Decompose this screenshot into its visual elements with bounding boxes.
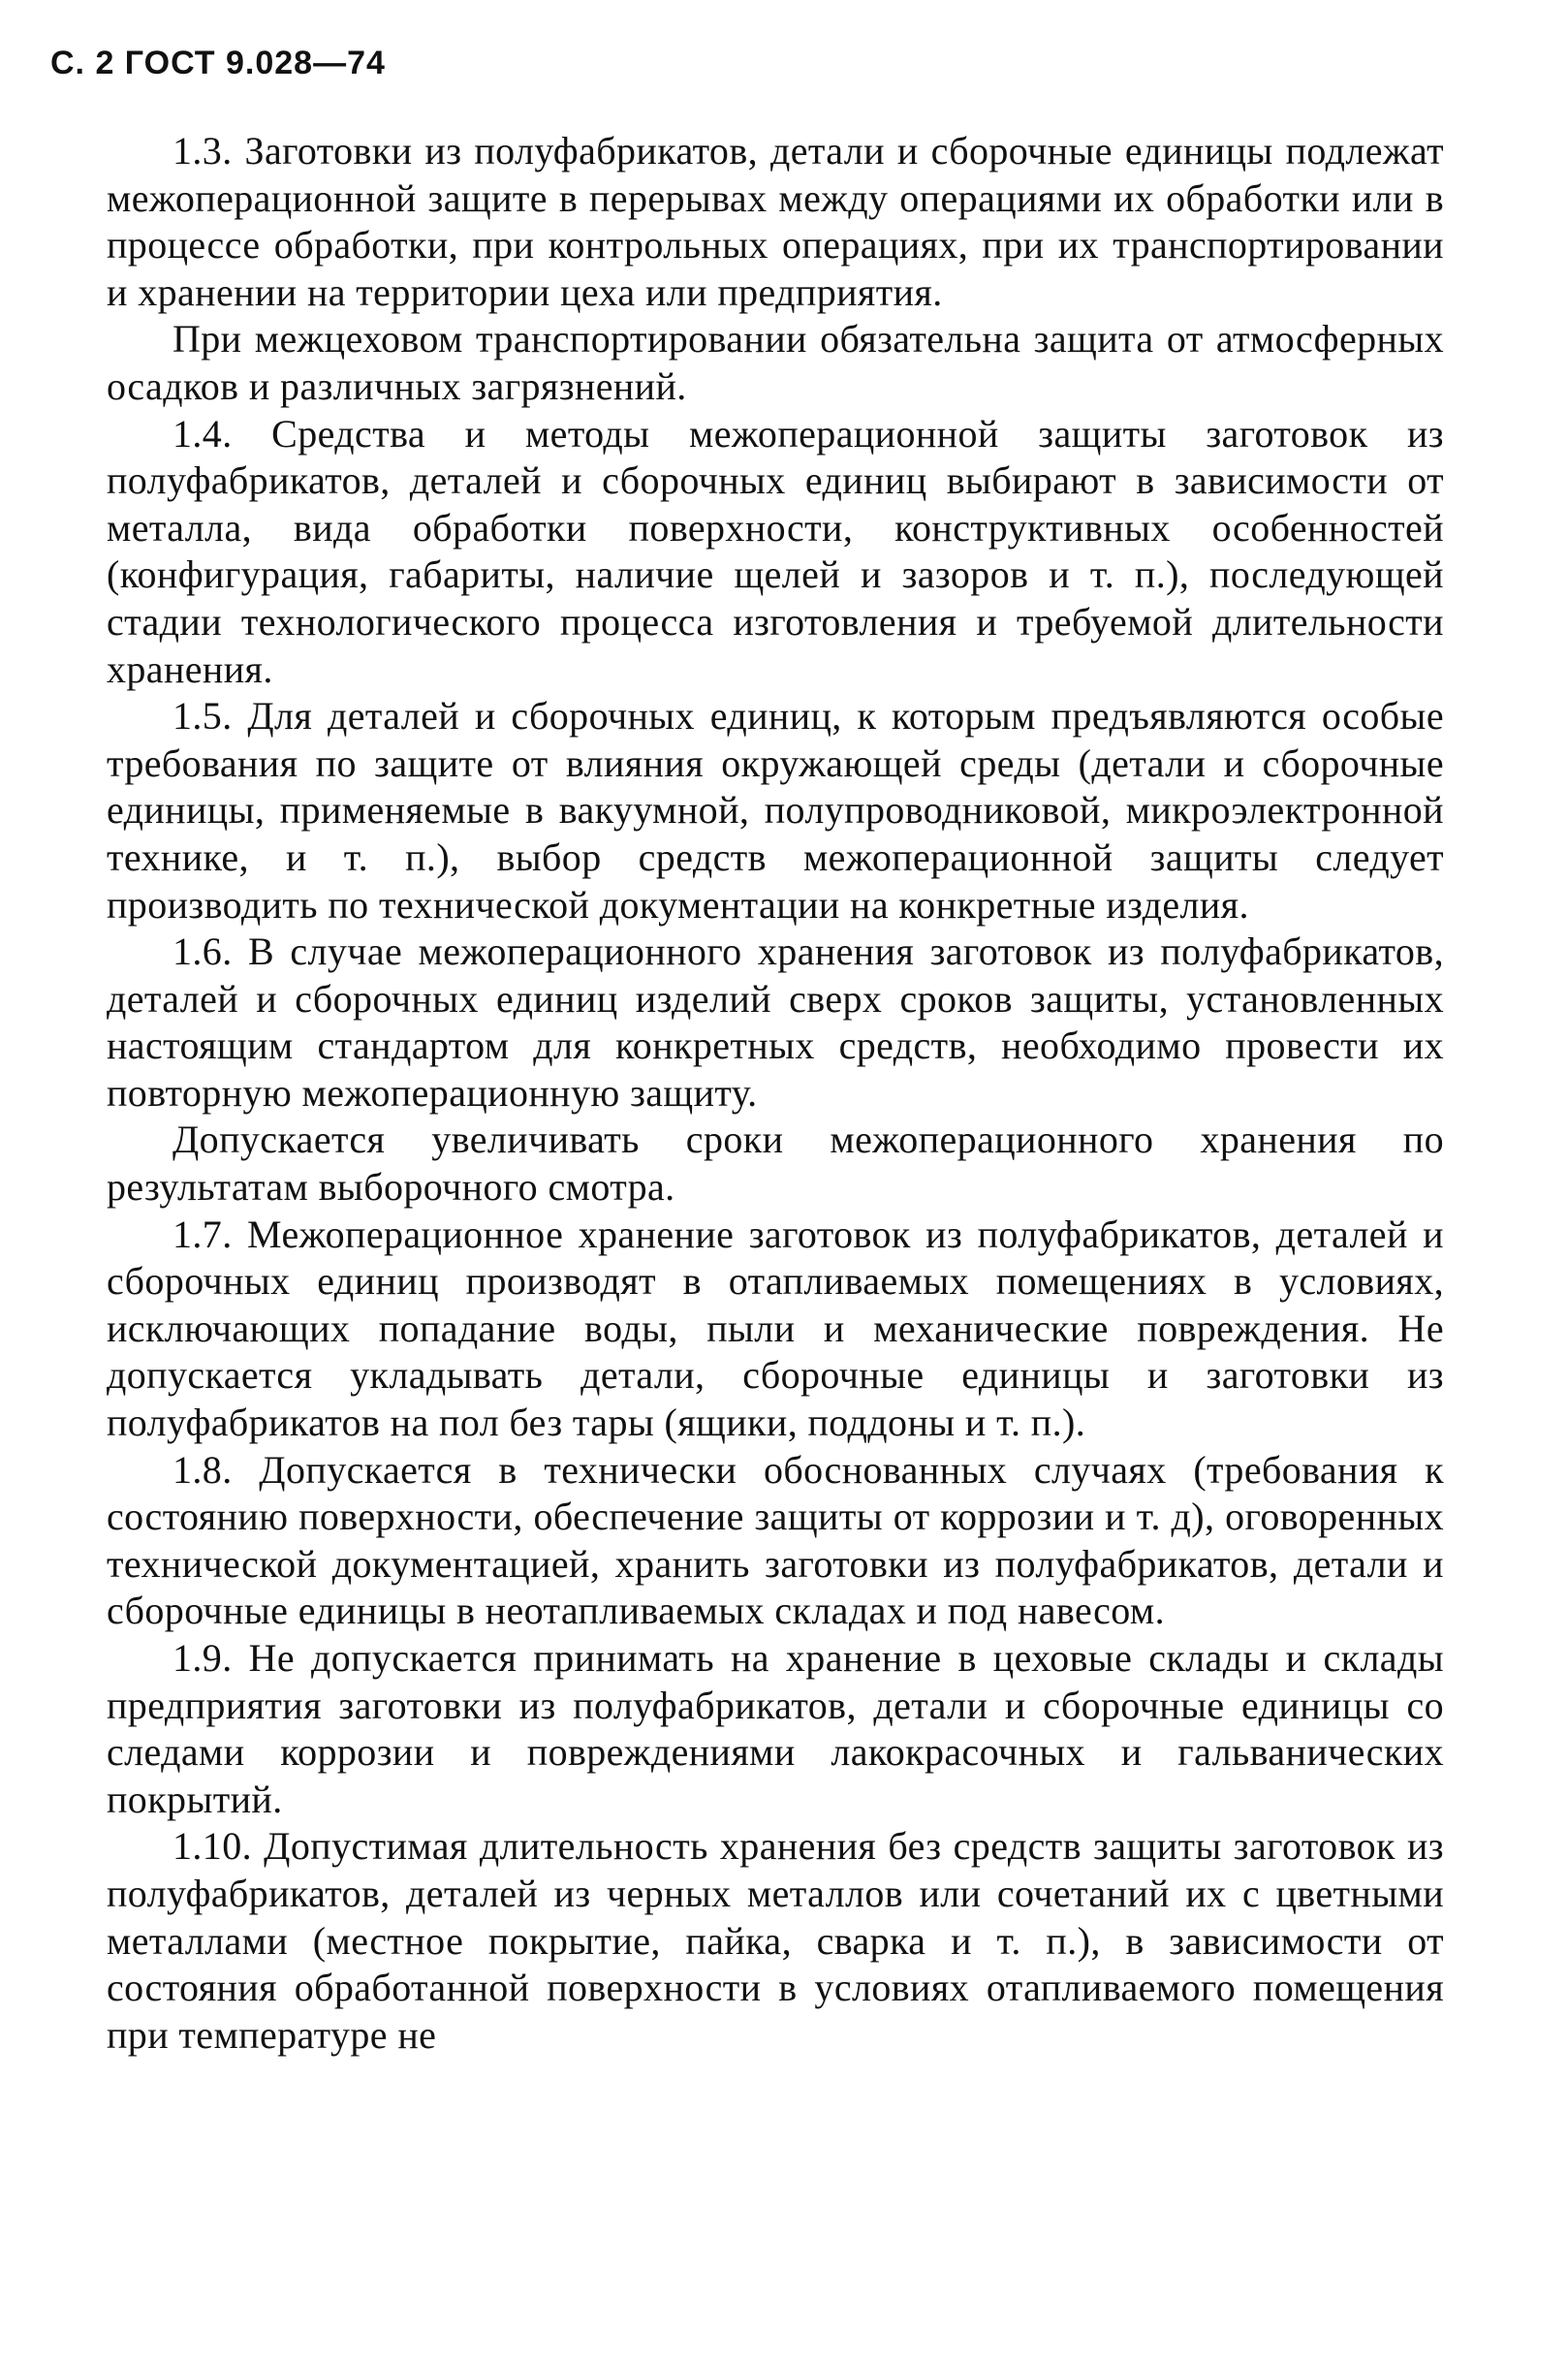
paragraph-1-8: 1.8. Допускается в технически обоснованных случаях (требования к состоянию поверхности, обеспечение защиты от коррозии и т. д), оговоренных технической документацией, хранить заготовки из полуфабрикатов, детали и сборочные единицы в неотапливаемых складах и под навесом. — [107, 1447, 1444, 1633]
paragraph-1-10: 1.10. Допустимая длительность хранения без средств защиты заготовок из полуфабрикатов, деталей из черных металлов или сочетаний их с цветными металлами (местное покрытие, пайка, сварка и т. п.), в зависимости от состояния обработанной поверхности в условиях отапливаемого помещения при температуре не — [107, 1824, 1444, 2057]
paragraph-1-9: 1.9. Не допускается принимать на хранение в цеховые склады и склады предприятия заготовки из полуфабрикатов, детали и сборочные единицы со следами коррозии и повреждениями лакокрасочных и гальванических покрытий. — [107, 1636, 1444, 1821]
paragraph-1-5: 1.5. Для деталей и сборочных единиц, к которым предъявляются особые требования по защите от влияния окружающей среды (детали и сборочные единицы, применяемые в вакуумной, полупроводниковой, микроэлектронной технике, и т. п.), выбор средств межоперационной защиты следует производить по технической документации на конкретные изделия. — [107, 694, 1444, 927]
paragraph-1-4: 1.4. Средства и методы межоперационной защиты заготовок из полуфабрикатов, деталей и сборочных единиц выбирают в зависимости от металла, вида обработки поверхности, конструктивных особенностей (конфигурация, габариты, наличие щелей и зазоров и т. п.), последующей стадии технологического процесса изготовления и требуемой длительности хранения. — [107, 411, 1444, 691]
document-body — [107, 128, 1444, 2059]
paragraph-1-7: 1.7. Межоперационное хранение заготовок из полуфабрикатов, деталей и сборочных единиц производят в отапливаемых помещениях в условиях, исключающих попадание воды, пыли и механические повреждения. Не допускается укладывать детали, сборочные единицы и заготовки из полуфабрикатов на пол без тары (ящики, поддоны и т. п.). — [107, 1212, 1444, 1445]
paragraph-interfactory-transport: При межцеховом транспортировании обязательна защита от атмосферных осадков и различных загрязнений. — [107, 317, 1444, 408]
paragraph-1-3: 1.3. Заготовки из полуфабрикатов, детали и сборочные единицы подлежат межоперационной защите в перерывах между операциями их обработки или в процессе обработки, при контрольных операциях, при их транспортировании и хранении на территории цеха или предприятия. — [107, 129, 1444, 314]
paragraph-1-6: 1.6. В случае межоперационного хранения заготовок из полуфабрикатов, деталей и сборочных единиц изделий сверх сроков защиты, установленных настоящим стандартом для конкретных средств, необходимо провести их повторную межоперационную защиту. — [107, 929, 1444, 1115]
running-header: С. 2 ГОСТ 9.028—74 — [50, 45, 386, 81]
paragraph-storage-extension: Допускается увеличивать сроки межоперационного хранения по результатам выборочного смотра. — [107, 1118, 1444, 1210]
